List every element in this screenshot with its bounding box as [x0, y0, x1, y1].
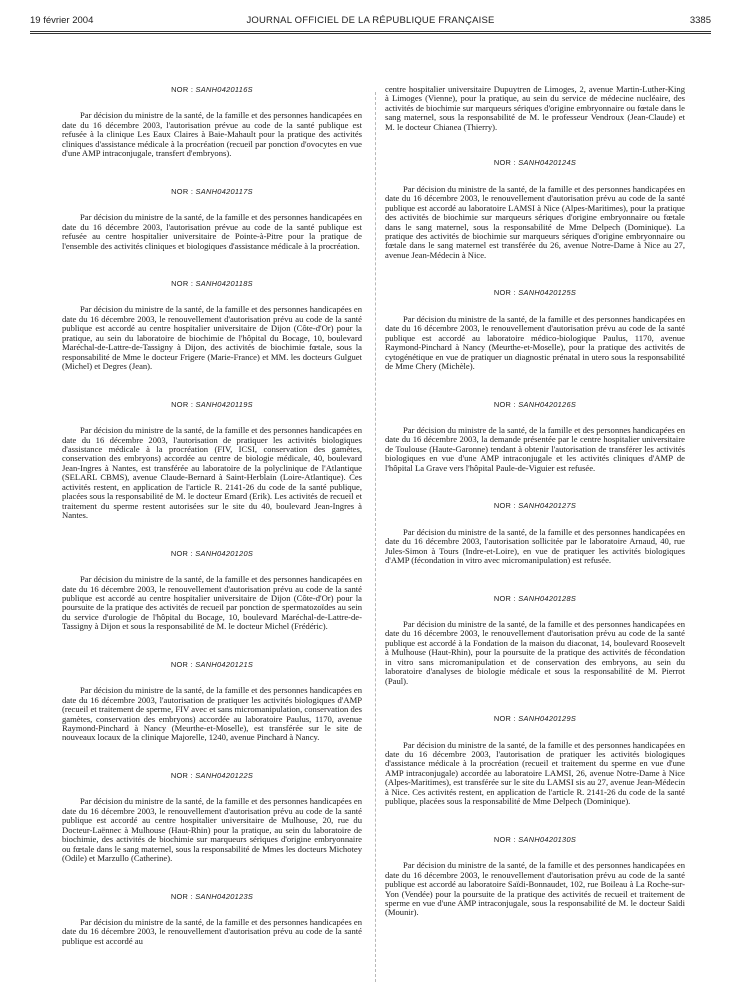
decision-entry — [62, 549, 362, 632]
nor-label: NOR : — [171, 186, 194, 196]
decision-text: Par décision du ministre de la santé, de la famille et des personnes handicapées en date du 16 décembre 2003, le renouvellement d'autorisation prévu au code de la santé publique est accordé au laboratoire LAMSI à Nice (Alpes-Maritimes), pour la pratique des activités de biochimie sur marqueurs sériques d'origine embryonnaire ou fœtale dans le sang maternel, sous la responsabilité de Mme Delpech (Dominique). La pratique des activités de biochimie sur marqueurs sériques d'origine embryonnaire ou fœtale dans le sang maternel est transférée du 26, avenue Notre-Dame à Nice au 27, avenue Jean-Médecin à Nice. — [385, 183, 685, 260]
decision-text: Par décision du ministre de la santé, de la famille et des personnes handicapées en date du 16 décembre 2003, le renouvellement d'autorisation prévu au code de la santé publique est accordé au centre hospitalier universitaire de Mulhouse, 20, rue du Docteur-Laënnec à Mulhouse (Haut-Rhin) pour la pratique, au sein du laboratoire de biochimie, des activités de biochimie sur marqueurs sériques d'origine embryonnaire ou fœtale dans le sang maternel, sous la responsabilité de Mmes les docteurs Michotey (Odile) et Marzullo (Catherine). — [62, 796, 362, 864]
nor-code: SANH0420127S — [518, 501, 577, 511]
page-header — [30, 15, 711, 35]
continued-decision-text: centre hospitalier universitaire Dupuytren de Limoges, 2, avenue Martin-Luther-King à Limoges (Vienne), pour la pratique, au sein du service de médecine nucléaire, des activités de biochimie sur marqueurs sériques d'origine embryonnaire ou fœtale dans le sang maternel, sous la responsabilité de M. le professeur Vendroux (Jean-Claude) et M. le docteur Chianea (Thierry). — [385, 84, 685, 132]
decision-text: Par décision du ministre de la santé, de la famille et des personnes handicapées en date du 16 décembre 2003, l'autorisation de pratiquer les activités biologiques d'AMP (recueil et traitement de sperme, FIV avec et sans micromanipulation, conservation des gamètes, conservation des embryons) accordée au laboratoire Paulus, 1170, avenue Raymond-Pinchard à Nancy (Meurthe-et-Moselle), est transférée sur le site de nouveaux locaux de la clinique Majorelle, 1240, avenue Pinchard à Nancy. — [62, 685, 362, 743]
nor-reference — [62, 187, 362, 196]
decision-entry — [62, 892, 362, 947]
nor-reference — [385, 400, 685, 409]
nor-label: NOR : — [170, 770, 193, 780]
decision-entry — [62, 187, 362, 251]
decision-text: Par décision du ministre de la santé, de la famille et des personnes handicapées en date du 16 décembre 2003, l'autorisation sollicitée par le laboratoire Arnaud, 40, rue Jules-Simon à Tours (Indre-et-Loire), en vue de pratiquer les activités biologiques d'AMP (fécondation in vitro avec micromanipulation) est refusée. — [385, 526, 685, 566]
decision-entry — [62, 85, 362, 159]
decision-text: Par décision du ministre de la santé, de la famille et des personnes handicapées en date du 16 décembre 2003, l'autorisation de pratiquer les activités biologiques d'assistance médicale à la procréation (recueil et traitement du sperme en vue d'une AMP intraconjugale) accordée au laboratoire LAMSI, 26, avenue Notre-Dame à Nice (Alpes-Maritimes), est transférée sur le site du LAMSI sis au 27, avenue Jean-Médecin à Nice. Ces activités restent, en application de l'article R. 2141-26 du code de la santé publique, placées sous la responsabilité de Mme Delpech (Dominique). — [385, 739, 685, 807]
decision-text: Par décision du ministre de la santé, de la famille et des personnes handicapées en date du 16 décembre 2003, le renouvellement d'autorisation prévu au code de la santé publique est accordé au centre hospitalier universitaire de Dijon (Côte-d'Or) pour la poursuite de la pratique des activités de recueil par ponction de spermatozoïdes au sein du service d'urologie de l'hôpital du Bocage, 10, boulevard Maréchal-de-Lattre-de-Tassigny à Dijon et sous la responsabilité de M. le docteur Michel (Frédéric). — [62, 574, 362, 632]
nor-label: NOR : — [170, 659, 193, 669]
decision-entry — [62, 400, 362, 521]
journal-title: JOURNAL OFFICIEL DE LA RÉPUBLIQUE FRANÇAISE — [246, 15, 495, 26]
decision-entry — [62, 279, 362, 372]
decision-entry — [385, 158, 685, 260]
decision-entry — [385, 594, 685, 687]
nor-reference — [385, 501, 685, 510]
decision-text: Par décision du ministre de la santé, de la famille et des personnes handicapées en date du 16 décembre 2003, le renouvellement d'autorisation prévu au code de la santé publique est accordé au centre hospitalier universitaire de Dijon (Côte-d'Or) pour la pratique, au sein du laboratoire de biochimie de l'hôpital du Bocage, 10, boulevard Maréchal-de-Lattre-de-Tassigny à Dijon, des activités de biochimie fœtale, sous la responsabilité de Mme le docteur Frigere (Marie-France) et MM. les docteurs Gulguet (Michel) et Degres (Jean). — [62, 304, 362, 372]
decision-entry — [385, 400, 685, 474]
nor-label: NOR : — [171, 399, 194, 409]
decision-entry — [62, 660, 362, 743]
nor-code: SANH0420116S — [195, 85, 253, 94]
decision-text: Par décision du ministre de la santé, de la famille et des personnes handicapées en date du 16 décembre 2003, le renouvellement d'autorisation prévu au code de la santé publique est accordé au laboratoire médico-biologique Paulus, 1170, avenue Raymond-Pinchard à Nancy (Meurthe-et-Moselle), pour la pratique des activités de cytogénétique en vue de pratiquer un diagnostic prénatal in utero sous la responsabilité de Mme Chery (Michèle). — [385, 313, 685, 372]
nor-code: SANH0420125S — [518, 288, 577, 298]
decision-text: Par décision du ministre de la santé, de la famille et des personnes handicapées en date du 16 décembre 2003, le renouvellement d'autorisation prévu au code de la santé publique est accordé à la Fondation de la maison du diaconat, 14, boulevard Roosevelt à Mulhouse (Haut-Rhin), pour la poursuite de la pratique des activités de fécondation in vitro sans micromanipulation et de conservation des embryons, au sein du laboratoire d'analyses de biologie médicale et sous la responsabilité de M. Pierrot (Paul). — [385, 618, 685, 686]
decision-entry — [385, 835, 685, 918]
nor-code: SANH0420130S — [518, 834, 577, 844]
header-rule — [30, 31, 711, 32]
nor-reference — [385, 158, 685, 167]
page-number: 3385 — [689, 15, 711, 26]
left-column — [62, 85, 362, 946]
header-rule-double — [30, 33, 711, 34]
nor-reference — [62, 892, 362, 901]
decision-text: Par décision du ministre de la santé, de la famille et des personnes handicapées en date du 16 décembre 2003, la demande présentée par le centre hospitalier universitaire de Toulouse (Haute-Garonne) tendant à obtenir l'autorisation de transférer les activités biologiques en vue d'une AMP intraconjugale et les activités cliniques d'AMP de l'hôpital La Grave vers l'hôpital Paule-de-Viguier est refusée. — [385, 424, 685, 473]
decision-text: Par décision du ministre de la santé, de la famille et des personnes handicapées en date du 16 décembre 2003, l'autorisation prévue au code de la santé publique est refusée à la clinique Les Eaux Claires à Baie-Mahault pour la pratique des activités cliniques d'assistance médicale à la procréation (recueil par ponction d'ovocytes en vue d'une AMP intraconjugale, transfert d'embryons). — [62, 110, 362, 159]
nor-label: NOR : — [493, 714, 516, 724]
nor-reference — [385, 835, 685, 844]
nor-reference — [62, 771, 362, 780]
decision-text: Par décision du ministre de la santé, de la famille et des personnes handicapées en date du 16 décembre 2003, l'autorisation prévue au code de la santé publique est refusée au centre hospitalier universitaire de Pointe-à-Pitre pour la pratique de l'ensemble des activités cliniques et biologiques d'assistance médicale à la procréation. — [62, 212, 362, 251]
nor-label: NOR : — [493, 593, 516, 603]
nor-code: SANH0420121S — [195, 659, 254, 669]
decision-text: Par décision du ministre de la santé, de la famille et des personnes handicapées en date du 16 décembre 2003, l'autorisation de pratiquer les activités biologiques d'assistance médicale à la procréation (FIV, ICSI, conservation des gamètes, conservation des embryons) accordée au centre de biologie médicale, 40, boulevard Jean-Ingres à Nantes, est transférée au laboratoire de la polyclinique de l'Atlantique (SELARL CBMS), avenue Claude-Bernard à Saint-Herblain (Loire-Atlantique). Ces activités restent, en application de l'article R. 2141-26 du code de la santé publique, placées sous la responsabilité de M. le docteur Emard (Erik). Les activités de recueil et traitement du sperme restent autorisées sur le site du 40, boulevard Jean-Ingres à Nantes. — [62, 425, 362, 521]
nor-label: NOR : — [170, 548, 193, 558]
nor-reference — [385, 714, 685, 723]
nor-code: SANH0420118S — [195, 278, 253, 288]
decision-entry — [385, 288, 685, 371]
nor-code: SANH0420122S — [195, 770, 254, 780]
nor-reference — [62, 85, 362, 94]
nor-reference — [385, 594, 685, 603]
header-date: 19 février 2004 — [30, 15, 94, 26]
nor-label: NOR : — [171, 85, 194, 94]
nor-label: NOR : — [493, 399, 516, 409]
nor-code: SANH0420129S — [518, 714, 577, 724]
nor-reference — [62, 400, 362, 409]
nor-label: NOR : — [493, 834, 516, 844]
nor-label: NOR : — [493, 288, 516, 298]
nor-label: NOR : — [493, 158, 516, 168]
nor-code: SANH0420126S — [518, 399, 577, 409]
nor-reference — [385, 288, 685, 297]
right-column — [385, 85, 685, 918]
nor-label: NOR : — [170, 891, 193, 901]
nor-label: NOR : — [493, 501, 516, 511]
decision-entry — [385, 714, 685, 807]
nor-reference — [62, 660, 362, 669]
nor-label: NOR : — [171, 278, 194, 288]
nor-code: SANH0420124S — [518, 158, 577, 168]
nor-code: SANH0420119S — [195, 399, 253, 409]
nor-code: SANH0420117S — [195, 186, 253, 196]
nor-reference — [62, 549, 362, 558]
decision-entry — [385, 501, 685, 565]
nor-code: SANH0420128S — [518, 593, 577, 603]
nor-code: SANH0420123S — [195, 891, 254, 901]
column-separator — [375, 92, 376, 982]
decision-text: Par décision du ministre de la santé, de la famille et des personnes handicapées en date du 16 décembre 2003, le renouvellement d'autorisation prévu au code de la santé publique est accordé au laboratoire Saïdi-Bonnaudet, 102, rue Boileau à La Roche-sur-Yon (Vendée) pour la poursuite de la pratique des activités de recueil et traitement de sperme en vue d'une AMP intraconjugale, sous la responsabilité de M. le docteur Saïdi (Mounir). — [385, 860, 685, 918]
decision-entry — [62, 771, 362, 864]
nor-code: SANH0420120S — [195, 548, 254, 558]
decision-text: Par décision du ministre de la santé, de la famille et des personnes handicapées en date du 16 décembre 2003, le renouvellement d'autorisation prévu au code de la santé publique est accordé au — [62, 917, 362, 946]
nor-reference — [62, 279, 362, 288]
